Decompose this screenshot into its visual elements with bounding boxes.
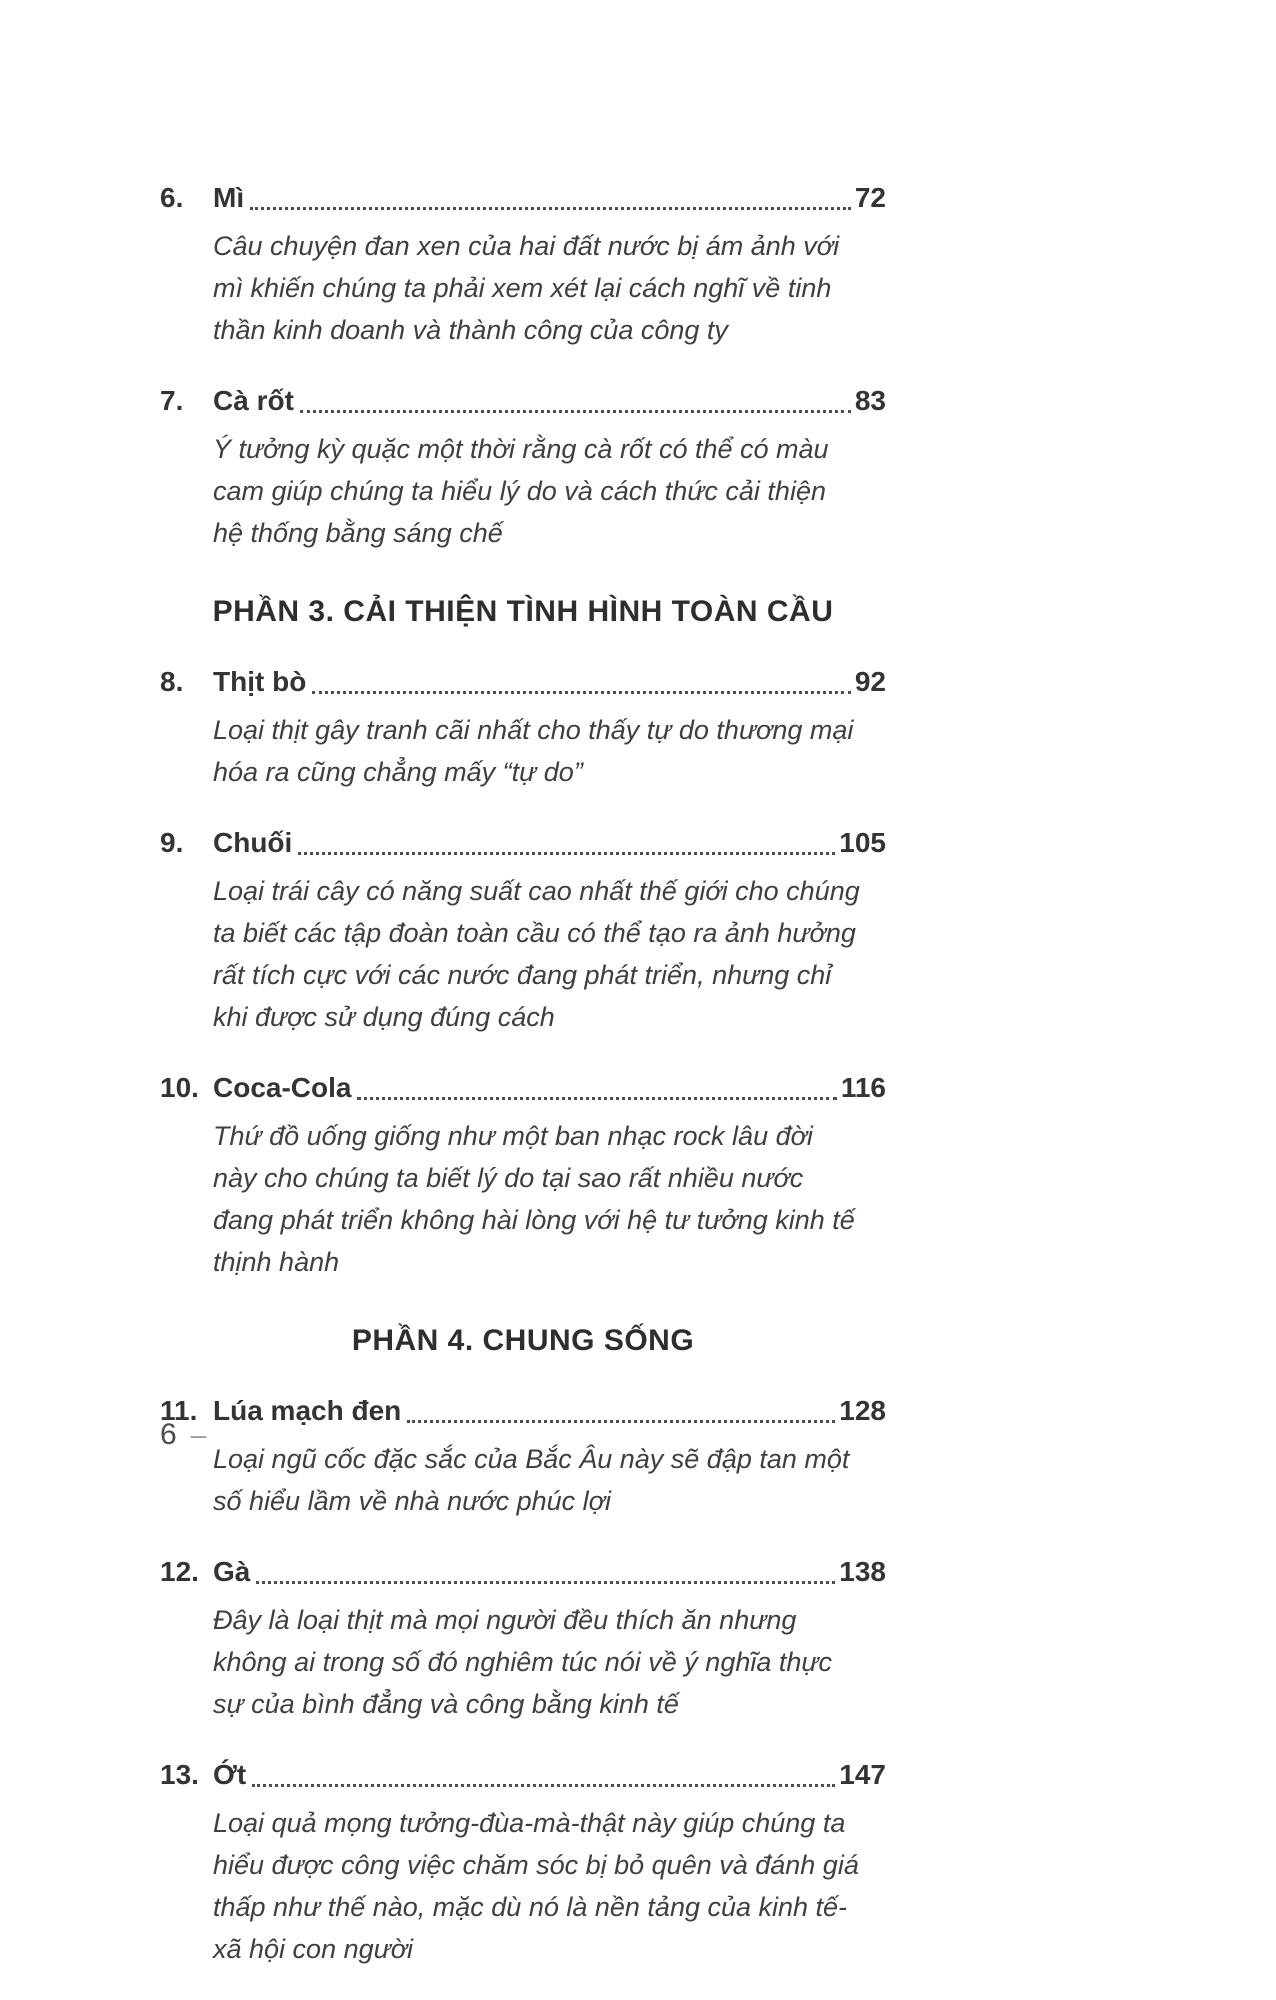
entry-head [160, 178, 886, 218]
toc-entry [160, 1552, 886, 1725]
toc-entry [160, 823, 886, 1038]
dotted-leader [312, 691, 851, 694]
entry-description: Thứ đồ uống giống như một ban nhạc rock lâu đời này cho chúng ta biết lý do tại sao rất nhiều nước đang phát triển không hài lòng với hệ tư tưởng kinh tế thịnh hành [213, 1121, 855, 1277]
entry-title: Ớt [213, 1759, 247, 1790]
entry-head [160, 823, 886, 863]
toc-entry [160, 1068, 886, 1283]
entry-head [160, 1068, 886, 1108]
entry-head [160, 381, 886, 421]
entry-description: Loại ngũ cốc đặc sắc của Bắc Âu này sẽ đập tan một số hiểu lầm về nhà nước phúc lợi [213, 1444, 850, 1516]
entry-head [160, 662, 886, 702]
entry-page-number: 72 [854, 182, 886, 213]
dotted-leader [407, 1420, 835, 1423]
dotted-leader [256, 1581, 835, 1584]
entry-description: Loại thịt gây tranh cãi nhất cho thấy tự do thương mại hóa ra cũng chẳng mấy “tự do” [213, 715, 854, 787]
dotted-leader [300, 410, 851, 413]
entry-head [160, 1552, 886, 1592]
toc-entry [160, 381, 886, 554]
entry-title: Chuối [213, 827, 293, 858]
dotted-leader [252, 1784, 835, 1787]
entry-head [160, 1755, 886, 1795]
entry-title: Coca-Cola [213, 1072, 352, 1103]
entry-description: Câu chuyện đan xen của hai đất nước bị ám ảnh với mì khiến chúng ta phải xem xét lại cách nghĩ về tinh thần kinh doanh và thành công của công ty [213, 231, 840, 345]
entry-page-number: 83 [854, 385, 886, 416]
toc-entry [160, 1391, 886, 1522]
entry-description: Ý tưởng kỳ quặc một thời rằng cà rốt có thể có màu cam giúp chúng ta hiểu lý do và cách thức cải thiện hệ thống bằng sáng chế [213, 434, 829, 548]
entry-page-number: 105 [839, 827, 886, 858]
entry-number: 12. [160, 1556, 199, 1587]
dotted-leader [250, 207, 851, 210]
toc-entry [160, 178, 886, 351]
toc-entry [160, 1755, 886, 1970]
section-heading: PHẦN 4. CHUNG SỐNG [351, 1324, 695, 1357]
entry-number: 10. [160, 1072, 199, 1103]
entry-title: Gà [213, 1556, 251, 1587]
entry-number: 13. [160, 1759, 199, 1790]
dotted-leader [357, 1097, 836, 1100]
entry-page-number: 92 [854, 666, 886, 697]
dotted-leader [298, 852, 835, 855]
section-heading: PHẦN 3. CẢI THIỆN TÌNH HÌNH TOÀN CẦU [212, 595, 834, 628]
entry-page-number: 128 [839, 1395, 886, 1426]
entry-title: Mì [213, 182, 245, 213]
entry-page-number: 138 [839, 1556, 886, 1587]
toc-entry [160, 662, 886, 793]
entry-number: 8. [160, 666, 184, 697]
entry-title: Thịt bò [213, 666, 307, 697]
table-of-contents [160, 178, 886, 2000]
entry-page-number: 147 [839, 1759, 886, 1790]
entry-title: Lúa mạch đen [213, 1395, 402, 1426]
entry-description: Loại quả mọng tưởng-đùa-mà-thật này giúp chúng ta hiểu được công việc chăm sóc bị bỏ quên và đánh giá thấp như thế nào, mặc dù nó là nền tảng của kinh tế-xã hội con người [213, 1808, 859, 1964]
entry-number: 11. [160, 1395, 198, 1426]
footer-page-number: 6 [160, 1418, 177, 1451]
entry-description: Đây là loại thịt mà mọi người đều thích ăn nhưng không ai trong số đó nghiêm túc nói về ý nghĩa thực sự của bình đẳng và công bằng kinh tế [213, 1605, 832, 1719]
entry-head [160, 1391, 886, 1431]
page-footer [160, 1418, 206, 1452]
entry-number: 7. [160, 385, 184, 416]
entry-number: 6. [160, 182, 184, 213]
entry-page-number: 116 [840, 1072, 886, 1103]
entry-title: Cà rốt [213, 385, 294, 416]
footer-dash: – [190, 1419, 207, 1450]
entry-description: Loại trái cây có năng suất cao nhất thế giới cho chúng ta biết các tập đoàn toàn cầu có thể tạo ra ảnh hưởng rất tích cực với các nước đang phát triển, nhưng chỉ khi được sử dụng đúng cách [213, 876, 860, 1032]
entry-number: 9. [160, 827, 184, 858]
